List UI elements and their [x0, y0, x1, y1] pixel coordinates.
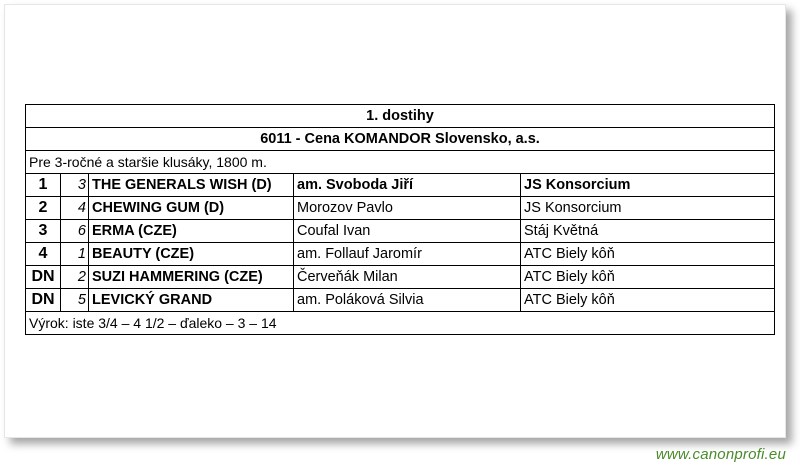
driver-name: Morozov Pavlo — [294, 197, 521, 220]
horse-name: SUZI HAMMERING (CZE) — [89, 266, 294, 289]
owner-name: ATC Biely kôň — [521, 266, 775, 289]
start-number: 3 — [61, 174, 89, 197]
owner-name: JS Konsorcium — [521, 174, 775, 197]
result-place: 4 — [26, 243, 61, 266]
start-number: 1 — [61, 243, 89, 266]
driver-name: am. Follauf Jaromír — [294, 243, 521, 266]
horse-name: THE GENERALS WISH (D) — [89, 174, 294, 197]
start-number: 2 — [61, 266, 89, 289]
start-number: 5 — [61, 289, 89, 312]
owner-name: Stáj Květná — [521, 220, 775, 243]
race-title-row — [26, 105, 775, 128]
watermark-link[interactable]: www.canonprofi.eu — [655, 446, 786, 463]
driver-name: am. Poláková Silvia — [294, 289, 521, 312]
result-place: 1 — [26, 174, 61, 197]
race-name-row — [26, 128, 775, 151]
table-row — [26, 266, 775, 289]
driver-name: Červeňák Milan — [294, 266, 521, 289]
driver-name: am. Svoboda Jiří — [294, 174, 521, 197]
owner-name: JS Konsorcium — [521, 197, 775, 220]
horse-name: CHEWING GUM (D) — [89, 197, 294, 220]
race-title: 1. dostihy — [26, 105, 775, 128]
horse-name: LEVICKÝ GRAND — [89, 289, 294, 312]
table-row — [26, 174, 775, 197]
race-conditions-row — [26, 151, 775, 174]
race-conditions: Pre 3-ročné a staršie klusáky, 1800 m. — [26, 151, 775, 174]
result-place: 3 — [26, 220, 61, 243]
race-results-table — [25, 104, 775, 335]
table-row — [26, 243, 775, 266]
table-row — [26, 220, 775, 243]
result-place: DN — [26, 289, 61, 312]
horse-name: ERMA (CZE) — [89, 220, 294, 243]
race-margins: Výrok: iste 3/4 – 4 1/2 – ďaleko – 3 – 14 — [26, 312, 775, 335]
driver-name: Coufal Ivan — [294, 220, 521, 243]
result-place: DN — [26, 266, 61, 289]
result-place: 2 — [26, 197, 61, 220]
owner-name: ATC Biely kôň — [521, 289, 775, 312]
start-number: 6 — [61, 220, 89, 243]
table-row — [26, 289, 775, 312]
race-name: 6011 - Cena KOMANDOR Slovensko, a.s. — [26, 128, 775, 151]
start-number: 4 — [61, 197, 89, 220]
owner-name: ATC Biely kôň — [521, 243, 775, 266]
table-row — [26, 197, 775, 220]
horse-name: BEAUTY (CZE) — [89, 243, 294, 266]
race-margins-row — [26, 312, 775, 335]
